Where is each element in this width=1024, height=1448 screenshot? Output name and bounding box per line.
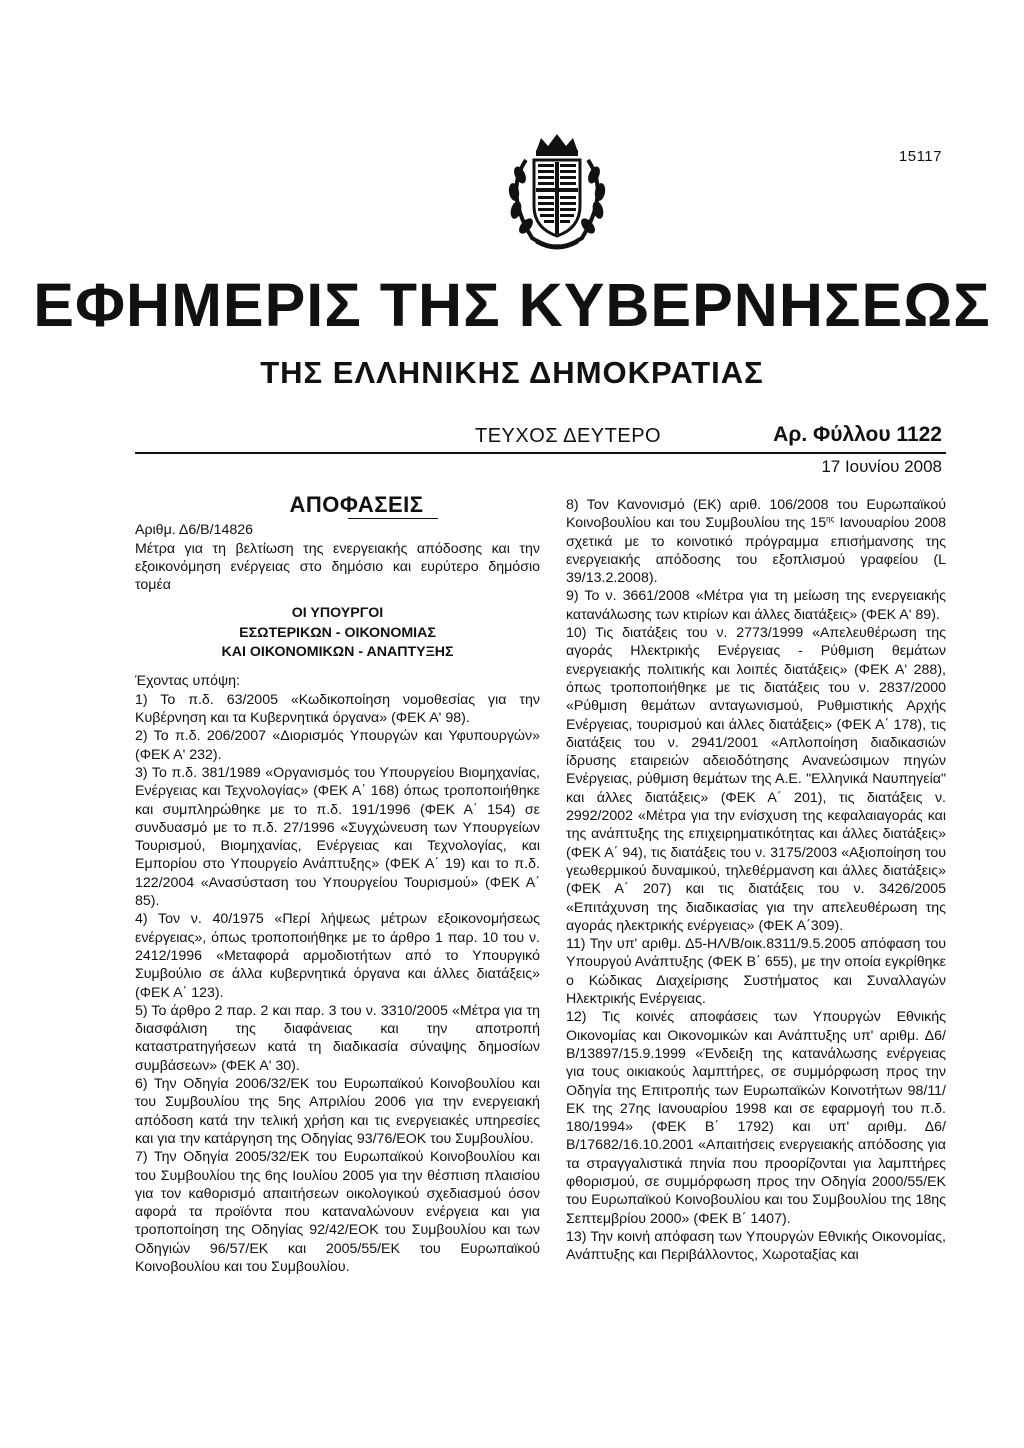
section-title-underline	[348, 518, 438, 519]
recital-item: 4) Τον ν. 40/1975 «Περί λήψεως μέτρων εξοικονομήσεως ενέργειας», όπως τροποποιήθηκε με το άρθρο 1 παρ. 10 του ν. 2412/1996 «Μεταφορά αρμοδιοτήτων από το Υπουργικό Συμβούλιο σε άλλα κυβερνητικά όργανα και άλλες διατάξεις» (ΦΕΚ Α΄ 123).	[135, 911, 540, 1001]
decision-title: Μέτρα για τη βελτίωση της ενεργειακής απόδοσης και την εξοικονόμηση ενέργειας στο δημόσιο και ευρύτερο δημόσιο τομέα	[135, 540, 540, 594]
gazette-subtitle: ΤΗΣ ΕΛΛΗΝΙΚΗΣ ΔΗΜΟΚΡΑΤΙΑΣ	[260, 355, 764, 390]
recital-item: 3) Το π.δ. 381/1989 «Οργανισμός του Υπουργείου Βιομηχανίας, Ενέργειας και Τεχνολογίας» (ΦΕΚ Α΄ 168) όπως τροποποιήθηκε και συμπληρώθηκε με το π.δ. 191/1996 (ΦΕΚ Α΄ 154) σε συνδυασμό με το π.δ. 27/1996 «Συγχώνευση των Υπουργείων Τουρισμού, Βιομηχανίας, Ενέργειας και Τεχνολογίας, και Εμπορίου στο Υπουργείο Ανάπτυξης» (ΦΕΚ Α΄ 19) και το π.δ. 122/2004 «Ανασύσταση του Υπουργείου Τουρισμού» (ΦΕΚ Α΄ 85).	[135, 764, 540, 910]
issue-date: 17 Ιουνίου 2008	[821, 457, 942, 476]
preamble: Έχοντας υπόψη:	[135, 673, 240, 690]
left-column	[135, 492, 540, 1276]
recital-item: 6) Την Οδηγία 2006/32/ΕΚ του Ευρωπαϊκού Κοινοβουλίου και του Συμβουλίου της 5ης Απριλίου 2006 για την ενεργειακή απόδοση κατά την τελική χρήση και τις ενεργειακές υπηρεσίες και για την κατάργηση της Οδηγίας 93/76/ΕΟΚ του Συμβουλίου.	[135, 1076, 540, 1147]
header-rule	[135, 452, 946, 454]
recital-item: 12) Τις κοινές αποφάσεις των Υπουργών Εθνικής Οικονομίας και Οικονομικών και Ανάπτυξης υπ' αριθμ. Δ6/Β/13897/15.9.1999 «Ένδειξη της κατανάλωσης ενέργειας για τους οικιακούς λαμπτήρες, σε συμμόρφωση προς την Οδηγία της Επιτροπής των Ευρωπαϊκών Κοινοτήτων 98/11/ΕΚ της 27ης Ιανουαρίου 1998 και σε εφαρμογή του π.δ. 180/1994» (ΦΕΚ Β΄ 1792) και υπ' αριθμ. Δ6/Β/17682/16.10.2001 «Απαιτήσεις ενεργειακής απόδοσης για τα στραγγαλιστικά πηνία που προορίζονται για λαμπτήρες φθορισμού, σε συμμόρφωση προς την Οδηγία 2000/55/ΕΚ του Ευρωπαϊκού Κοινοβουλίου και του Συμβουλίου της 18ης Σεπτεμβρίου 2000» (ΦΕΚ Β΄ 1407).	[566, 1009, 946, 1227]
gazette-title: ΕΦΗΜΕΡΙΣ ΤΗΣ ΚΥΒΕΡΝΗΣΕΩΣ	[33, 271, 991, 339]
ministers-heading: ΟΙ ΥΠΟΥΡΓΟΙ	[291, 605, 384, 622]
recital-item: 5) Το άρθρο 2 παρ. 2 και παρ. 3 του ν. 3310/2005 «Μέτρα για τη διασφάλιση της διαφάνειας και την αποτροπή καταστρατηγήσεων κατά τη διαδικασία σύναψης δημοσίων συμβάσεων» (ΦΕΚ Α' 30).	[135, 1002, 540, 1074]
recital-item	[566, 496, 946, 587]
greek-coat-of-arms-icon	[496, 130, 618, 256]
page-number: 15117	[898, 148, 942, 165]
recital-item: 7) Την Οδηγία 2005/32/ΕΚ του Ευρωπαϊκού Κοινοβουλίου και του Συμβουλίου της 6ης Ιουλίου 2005 για την θέσπιση πλαισίου για τον καθορισμό απαιτήσεων οικολογικού σχεδιασμού όσον αφορά τα προϊόντα που καταναλώνουν ενέργεια και για τροποποίηση της Οδηγίας 92/42/ΕΟΚ του Συμβουλίου και των Οδηγιών 96/57/ΕΚ και 2005/55/ΕΚ του Ευρωπαϊκού Κοινοβουλίου και του Συμβουλίου.	[135, 1149, 540, 1275]
right-column	[566, 496, 946, 1264]
recital-item: 9) Το ν. 3661/2008 «Μέτρα για τη μείωση της ενεργειακής κατανάλωσης των κτιρίων και άλλες διατάξεις» (ΦΕΚ Α' 89).	[566, 588, 946, 623]
recital-item: 11) Την υπ' αριθμ. Δ5-ΗΛ/Β/οικ.8311/9.5.2005 απόφαση του Υπουργού Ανάπτυξης (ΦΕΚ Β΄ 655), με την οποία εγκρίθηκε ο Κώδικας Διαχείρισης Συστήματος και Συναλλαγών Ηλεκτρικής Ενέργειας.	[566, 936, 946, 1008]
ministers-line: ΕΣΩΤΕΡΙΚΩΝ - ΟΙΚΟΝΟΜΙΑΣ	[239, 625, 436, 642]
recital-text: 8) Τον Κανονισμό (ΕΚ) αριθ. 106/2008 του Ευρωπαϊκού Κοινοβουλίου και του Συμβουλίου της 15	[566, 497, 946, 532]
recital-item: 13) Την κοινή απόφαση των Υπουργών Εθνικής Οικονομίας, Ανάπτυξης και Περιβάλλοντος, Χωροταξίας και	[566, 1228, 946, 1264]
recital-item: 2) Το π.δ. 206/2007 «Διορισμός Υπουργών και Υφυπουργών» (ΦΕΚ Α' 232).	[135, 728, 540, 763]
recital-item: 10) Τις διατάξεις του ν. 2773/1999 «Απελευθέρωση της αγοράς Ηλεκτρικής Ενέργειας - Ρύθμιση θεμάτων ενεργειακής πολιτικής και λοιπές διατάξεις» (ΦΕΚ Α' 288), όπως τροποποιήθηκε με τις διατάξεις του ν. 2837/2000 «Ρύθμιση θεμάτων ανταγωνισμού, Ρυθμιστικής Αρχής Ενέργειας, τουρισμού και άλλες διατάξεις» (ΦΕΚ Α΄ 178), τις διατάξεις του ν. 2941/2001 «Απλοποίηση διαδικασιών ίδρυσης εταιρειών αδειοδότησης Ανανεώσιμων πηγών Ενέργειας, ρύθμιση θεμάτων της Α.Ε. "Ελληνικά Ναυπηγεία" και άλλες διατάξεις» (ΦΕΚ Α΄ 201), τις διατάξεις ν. 2992/2002 «Μέτρα για την ενίσχυση της κεφαλαιαγοράς και της ανάπτυξης της επιχειρηματικότητας και άλλες διατάξεις» (ΦΕΚ Α΄ 94), τις διατάξεις του ν. 3175/2003 «Αξιοποίηση του γεωθερμικού δυναμικού, τηλεθέρμανση και άλλες διατάξεις» (ΦΕΚ Α΄ 207) και τις διατάξεις του ν. 3426/2005 «Επιτάχυνση της διαδικασίας για την απελευθέρωση της αγοράς ηλεκτρικής ενέργειας» (ΦΕΚ Α΄309).	[566, 625, 946, 934]
ministers-line: ΚΑΙ ΟΙΚΟΝΟΜΙΚΩΝ - ΑΝΑΠΤΥΞΗΣ	[221, 644, 454, 661]
recital-item: 1) Το π.δ. 63/2005 «Κωδικοποίηση νομοθεσίας για την Κυβέρνηση και τα Κυβερνητικά όργανα» (ΦΕΚ Α' 98).	[135, 691, 540, 727]
ordinal-superscript: ης	[826, 514, 835, 524]
sheet-number: Αρ. Φύλλου 1122	[773, 423, 942, 446]
issue-label: ΤΕΥΧΟΣ ΔΕΥΤΕΡΟ	[475, 425, 662, 447]
recital-text: Ιανουαρίου 2008 σχετικά με το κοινοτικό πρόγραμμα επισήμανσης της ενεργειακής απόδοσης του εξοπλισμού γραφείου (L 39/13.2.2008).	[566, 515, 947, 587]
decision-number: Αριθμ. Δ6/Β/14826	[135, 522, 254, 539]
section-title: ΑΠΟΦΑΣΕΙΣ	[289, 492, 424, 517]
